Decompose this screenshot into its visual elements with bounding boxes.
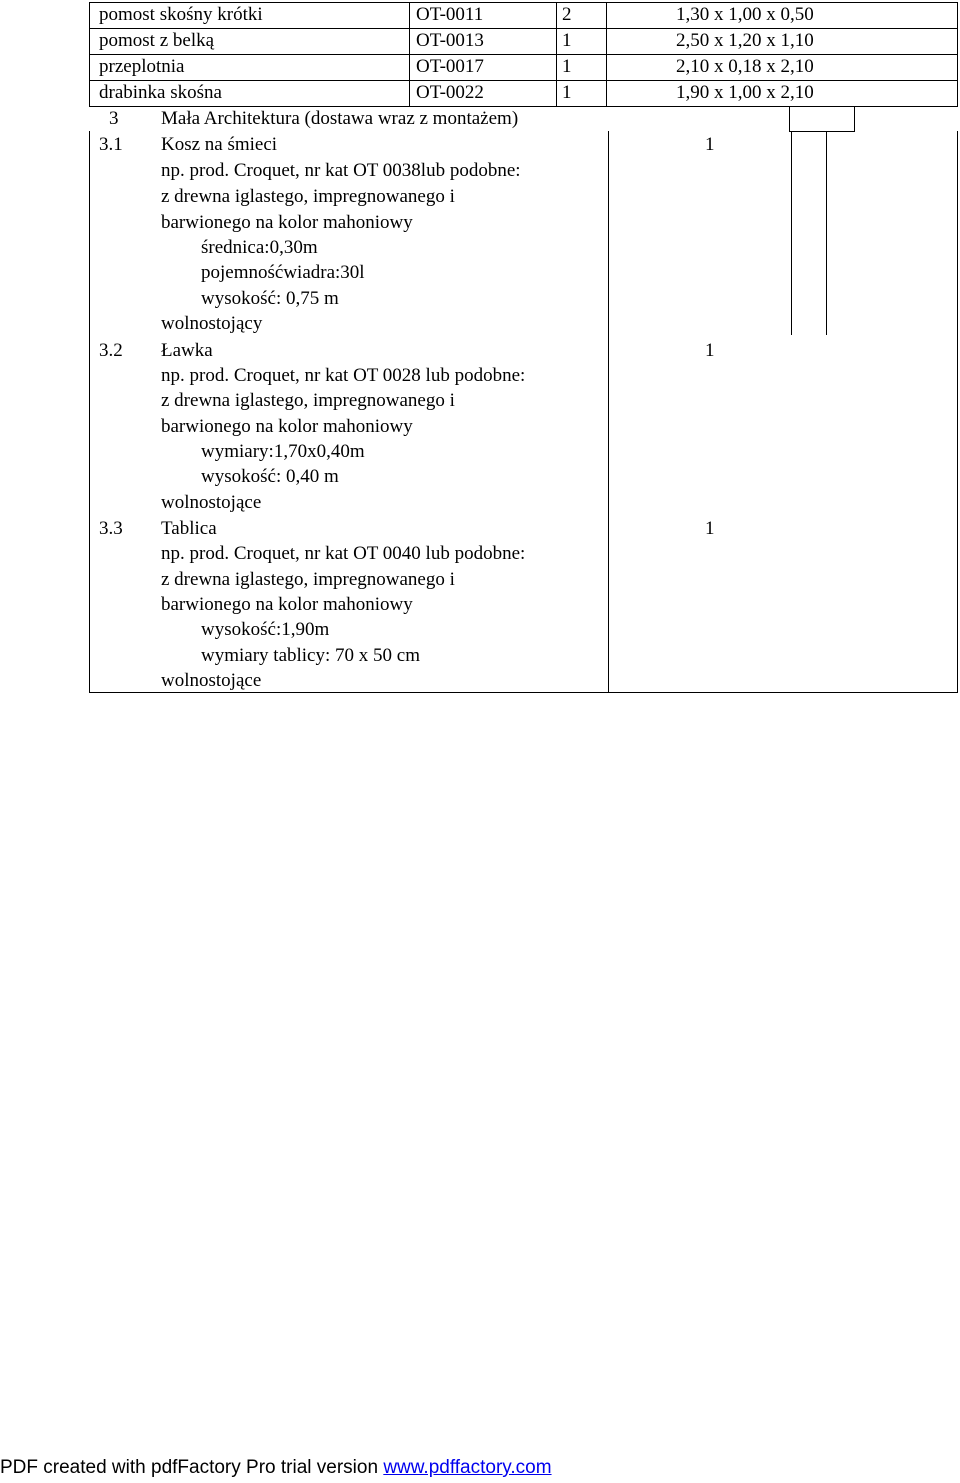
item-number: 3.1 — [99, 134, 123, 155]
item-line: wymiary:1,70x0,40m — [201, 441, 365, 462]
item-line: wolnostojące — [161, 492, 262, 513]
item-line: z drewna iglastego, impregnowanego i — [161, 390, 455, 411]
item-name: pomost z belką — [99, 30, 215, 51]
item-code: OT-0011 — [416, 4, 484, 25]
item-code: OT-0022 — [416, 82, 484, 103]
item-line: z drewna iglastego, impregnowanego i — [161, 569, 455, 590]
item-qty: 2 — [562, 4, 572, 25]
item-qty: 1 — [705, 134, 715, 155]
item-line: barwionego na kolor mahoniowy — [161, 594, 413, 615]
item-dimensions: 2,10 x 0,18 x 2,10 — [676, 56, 814, 77]
footer-text: PDF created with pdfFactory Pro trial version — [0, 1457, 384, 1478]
item-name: przeplotnia — [99, 56, 185, 77]
item-name: drabinka skośna — [99, 82, 222, 103]
item-line: pojemnośćwiadra:30l — [201, 262, 365, 283]
item-dimensions: 1,90 x 1,00 x 2,10 — [676, 82, 814, 103]
item-title: Tablica — [161, 518, 217, 539]
item-title: Kosz na śmieci — [161, 134, 278, 155]
item-qty: 1 — [705, 518, 715, 539]
item-line: wolnostojący — [161, 313, 263, 334]
item-line: wysokość: 0,40 m — [201, 466, 339, 487]
item-qty: 1 — [562, 82, 572, 103]
item-line: wymiary tablicy: 70 x 50 cm — [201, 645, 420, 666]
item-line: barwionego na kolor mahoniowy — [161, 212, 413, 233]
item-name: pomost skośny krótki — [99, 4, 263, 25]
section-title: Mała Architektura (dostawa wraz z montażem) — [161, 108, 519, 129]
item-line: barwionego na kolor mahoniowy — [161, 416, 413, 437]
item-line: np. prod. Croquet, nr kat OT 0038lub podobne: — [161, 160, 521, 181]
footer-link[interactable]: www.pdffactory.com — [383, 1457, 552, 1478]
item-line: wysokość: 0,75 m — [201, 288, 339, 309]
item-line: z drewna iglastego, impregnowanego i — [161, 186, 455, 207]
item-code: OT-0013 — [416, 30, 484, 51]
item-number: 3.2 — [99, 340, 123, 361]
pdf-footer — [0, 1455, 552, 1480]
section-number: 3 — [109, 108, 119, 129]
item-qty: 1 — [705, 340, 715, 361]
item-qty: 1 — [562, 56, 572, 77]
item-title: Ławka — [161, 340, 213, 361]
item-line: np. prod. Croquet, nr kat OT 0040 lub podobne: — [161, 543, 526, 564]
item-dimensions: 1,30 x 1,00 x 0,50 — [676, 4, 814, 25]
item-line: wysokość:1,90m — [201, 619, 330, 640]
item-line: wolnostojące — [161, 670, 262, 691]
item-dimensions: 2,50 x 1,20 x 1,10 — [676, 30, 814, 51]
item-line: średnica:0,30m — [201, 237, 318, 258]
item-line: np. prod. Croquet, nr kat OT 0028 lub podobne: — [161, 365, 526, 386]
item-number: 3.3 — [99, 518, 123, 539]
item-qty: 1 — [562, 30, 572, 51]
item-code: OT-0017 — [416, 56, 484, 77]
